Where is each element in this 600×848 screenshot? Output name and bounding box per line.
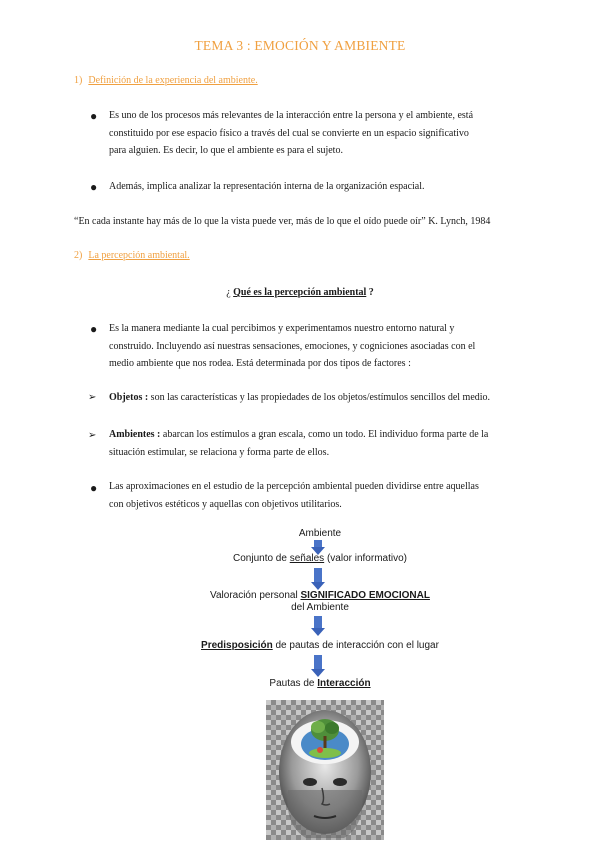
diagram-keyword: Predisposición (201, 640, 273, 651)
diagram-keyword: Interacción (317, 678, 371, 689)
diagram-keyword: señales (289, 553, 325, 564)
question-open: ¿ (226, 287, 231, 298)
text-line: constituido por ese espacio físico a través del cual se convierte en un espacio significativo (109, 127, 469, 139)
text-line: Las aproximaciones en el estudio de la percepción ambiental pueden dividirse entre aquellas (109, 481, 479, 492)
section-1-title: Definición de la experiencia del ambiente. (88, 75, 258, 86)
text-line: con objetivos estéticos y aquellas con objetivos utilitarios. (109, 498, 342, 510)
diagram-text: de pautas de interacción con el lugar (272, 640, 439, 651)
diagram-keyword: SIGNIFICADO EMOCIONAL (300, 590, 430, 601)
diagram-step-valoracion (100, 590, 540, 614)
bullet-icon: ● (90, 109, 98, 123)
bullet-paragraph (109, 178, 549, 196)
down-arrow-icon (311, 568, 325, 590)
diagram-step-senales (100, 553, 540, 564)
page-title: TEMA 3 : EMOCIÓN Y AMBIENTE (194, 38, 406, 53)
diagram-text: (valor informativo) (324, 553, 407, 564)
factor-label: Ambientes : (109, 429, 161, 440)
diagram-text: del Ambiente (291, 602, 349, 613)
text-line: situación estimular, se relaciona y forma parte de ellos. (109, 446, 330, 458)
arrow-bullet-icon: ➢ (88, 430, 97, 441)
text-line: Además, implica analizar la representación interna de la organización espacial. (109, 181, 425, 192)
diagram-text: Valoración personal (210, 590, 301, 601)
factor-text: abarcan los estímulos a gran escala, como un todo. El individuo forma parte de la (160, 429, 489, 440)
diagram-text: Pautas de (269, 678, 318, 689)
section-1-heading (74, 75, 258, 86)
question-close: ? (368, 287, 374, 298)
diagram-step-predisposicion (100, 640, 540, 651)
section-1-number: 1) (74, 75, 83, 86)
head-environment-illustration (266, 700, 384, 840)
bullet-icon: ● (90, 481, 98, 495)
question-heading (0, 287, 600, 298)
section-2-number: 2) (74, 250, 83, 261)
bullet-paragraph (109, 478, 549, 513)
question-text: Qué es la percepción ambiental (233, 287, 367, 298)
down-arrow-icon (311, 616, 325, 636)
bullet-paragraph (109, 320, 549, 373)
section-2-title: La percepción ambiental. (88, 250, 190, 261)
section-2-heading (74, 250, 190, 261)
text-line: medio ambiente que nos rodea. Está determinada por dos tipos de factores : (109, 358, 411, 369)
text-line: Es uno de los procesos más relevantes de la interacción entre la persona y el ambiente, está (109, 110, 474, 121)
text-line: construido. Incluyendo así nuestras sensaciones, emociones, y cogniciones asociadas con el (109, 340, 476, 352)
lynch-quote: “En cada instante hay más de lo que la vista puede ver, más de lo que el oído puede oír” K. Lynch, 1984 (74, 216, 491, 227)
text-line: para alguien. Es decir, lo que el ambiente es para el sujeto. (109, 145, 343, 156)
diagram-step-ambiente (100, 528, 540, 539)
bullet-paragraph (109, 107, 549, 160)
down-arrow-icon (311, 655, 325, 677)
bullet-icon: ● (90, 322, 98, 336)
arrow-bullet-icon: ➢ (88, 392, 97, 403)
diagram-step-interaccion (100, 678, 540, 689)
factor-text: son las características y las propiedades de los objetos/estímulos sencillos del medio. (148, 392, 491, 403)
bullet-icon: ● (90, 180, 98, 194)
factor-objetos (109, 389, 549, 407)
factor-ambientes (109, 426, 559, 461)
text-line: Es la manera mediante la cual percibimos y experimentamos nuestro entorno natural y (109, 323, 455, 334)
diagram-text: Conjunto de (233, 553, 290, 564)
down-arrow-icon (311, 540, 325, 554)
diagram-label: Ambiente (298, 528, 342, 539)
factor-label: Objetos : (109, 392, 149, 403)
